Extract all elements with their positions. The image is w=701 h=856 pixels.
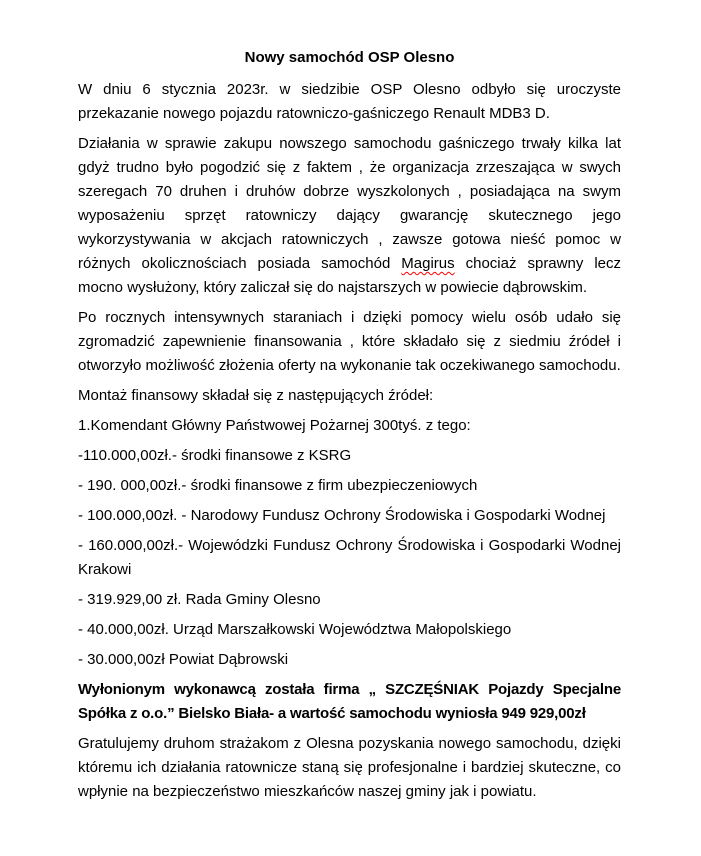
- document-title: Nowy samochód OSP Olesno: [244, 49, 455, 66]
- funding-line-rada-gminy: - 319.929,00 zł. Rada Gminy Olesno: [78, 591, 321, 608]
- funding-line-national-fund: - 100.000,00zł. - Narodowy Fundusz Ochrony Środowiska i Gospodarki Wodnej: [78, 507, 606, 524]
- funding-line-urzad-marszalkowski: - 40.000,00zł. Urząd Marszałkowski Województwa Małopolskiego: [78, 621, 512, 638]
- spellcheck-word-magirus: Magirus: [401, 255, 455, 272]
- paragraph-contractor: Wyłonionym wykonawcą została firma „ SZCZĘŚNIAK Pojazdy Specjalne Spółka z o.o.” Bielsko Biała- a wartość samochodu wyniosła 949 929,00zł: [78, 681, 621, 722]
- history-text-after: chociaż sprawny lecz mocno wysłużony, który zaliczał się do najstarszych w powiecie dąbrowskim.: [78, 255, 621, 296]
- funding-line-komendant: 1.Komendant Główny Państwowej Pożarnej 300tyś. z tego:: [78, 417, 471, 434]
- paragraph-purchase-history: [78, 132, 621, 300]
- funding-line-ksrg: -110.000,00zł.- środki finansowe z KSRG: [78, 447, 352, 464]
- paragraph-financing-summary: Po rocznych intensywnych staraniach i dzięki pomocy wielu osób udało się zgromadzić zapewnienie finansowania , które składało się z siedmiu źródeł i otworzyło możliwość złożenia oferty na wykonanie tak oczekiwanego samochodu.: [78, 309, 621, 374]
- funding-line-provincial-fund: - 160.000,00zł.- Wojewódzki Fundusz Ochrony Środowiska i Gospodarki Wodnej Krakowi: [78, 537, 621, 578]
- paragraph-handover-intro: W dniu 6 stycznia 2023r. w siedzibie OSP Olesno odbyło się uroczyste przekazanie nowego pojazdu ratowniczo-gaśniczego Renault MDB3 D.: [78, 81, 621, 122]
- paragraph-funding-intro: Montaż finansowy składał się z następujących źródeł:: [78, 387, 434, 404]
- funding-line-insurance: - 190. 000,00zł.- środki finansowe z firm ubezpieczeniowych: [78, 477, 478, 494]
- history-text-before: Działania w sprawie zakupu nowszego samochodu gaśniczego trwały kilka lat gdyż trudno było pogodzić się z faktem , że organizacja zrzeszająca w swych szeregach 70 druhen i druhów dobrze wyszkolonych , posiadająca na swym wyposażeniu sprzęt ratowniczy dający gwarancję skutecznego jego wykorzystywania w akcjach ratowniczych , zawsze gotowa nieść pomoc w różnych okolicznościach posiada samochód: [78, 135, 621, 272]
- funding-line-powiat: - 30.000,00zł Powiat Dąbrowski: [78, 651, 289, 668]
- paragraph-congratulations: Gratulujemy druhom strażakom z Olesna pozyskania nowego samochodu, dzięki któremu ich działania ratownicze staną się profesjonalne i bardziej skuteczne, co wpłynie na bezpieczeństwo mieszkańców naszej gminy jak i powiatu.: [78, 735, 621, 800]
